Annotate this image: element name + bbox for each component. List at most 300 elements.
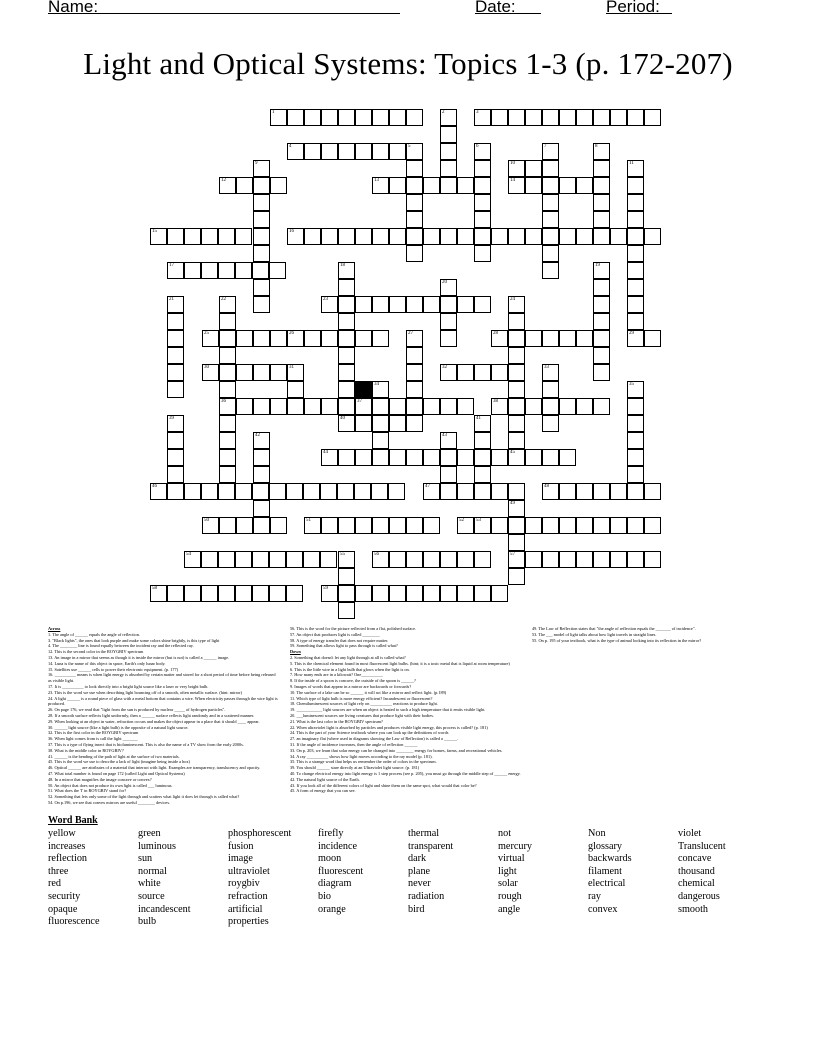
crossword-cell[interactable] [627, 296, 644, 313]
crossword-cell[interactable] [644, 551, 661, 568]
crossword-cell[interactable] [235, 228, 252, 245]
crossword-cell[interactable] [593, 262, 610, 279]
crossword-cell[interactable] [593, 313, 610, 330]
crossword-cell[interactable] [406, 296, 423, 313]
crossword-cell[interactable] [321, 585, 338, 602]
crossword-cell[interactable] [627, 551, 644, 568]
crossword-cell[interactable] [338, 143, 355, 160]
crossword-cell[interactable] [184, 585, 201, 602]
crossword-cell[interactable] [542, 160, 559, 177]
crossword-cell[interactable] [474, 364, 491, 381]
crossword-cell[interactable] [355, 296, 372, 313]
crossword-cell[interactable] [508, 364, 525, 381]
crossword-cell[interactable] [440, 143, 457, 160]
crossword-cell[interactable] [372, 177, 389, 194]
crossword-cell[interactable] [218, 228, 235, 245]
crossword-cell[interactable] [593, 364, 610, 381]
crossword-cell[interactable] [627, 449, 644, 466]
crossword-cell[interactable] [559, 177, 576, 194]
crossword-cell[interactable] [235, 262, 252, 279]
crossword-cell[interactable] [576, 551, 593, 568]
crossword-cell[interactable] [593, 143, 610, 160]
crossword-cell[interactable] [406, 364, 423, 381]
crossword-cell[interactable] [474, 211, 491, 228]
crossword-cell[interactable] [167, 585, 184, 602]
crossword-cell[interactable] [253, 211, 270, 228]
crossword-cell[interactable] [219, 313, 236, 330]
crossword-cell[interactable] [593, 347, 610, 364]
crossword-cell[interactable] [287, 381, 304, 398]
crossword-cell[interactable] [202, 517, 219, 534]
crossword-cell[interactable] [627, 313, 644, 330]
crossword-cell[interactable] [542, 381, 559, 398]
crossword-cell[interactable] [253, 432, 270, 449]
crossword-cell[interactable] [440, 364, 457, 381]
crossword-cell[interactable] [593, 483, 610, 500]
crossword-cell[interactable] [338, 279, 355, 296]
crossword-cell[interactable] [440, 432, 457, 449]
crossword-cell[interactable] [525, 109, 542, 126]
crossword-cell[interactable] [388, 483, 405, 500]
crossword-cell[interactable] [253, 177, 270, 194]
crossword-cell[interactable] [491, 483, 508, 500]
crossword-cell[interactable] [627, 279, 644, 296]
crossword-cell[interactable] [338, 109, 355, 126]
crossword-cell[interactable] [303, 551, 320, 568]
crossword-cell[interactable] [508, 347, 525, 364]
crossword-cell[interactable] [457, 364, 474, 381]
crossword-cell[interactable] [593, 296, 610, 313]
crossword-cell[interactable] [542, 398, 559, 415]
crossword-cell[interactable] [338, 398, 355, 415]
crossword-cell[interactable] [167, 381, 184, 398]
crossword-cell[interactable] [627, 432, 644, 449]
crossword-cell[interactable] [219, 177, 236, 194]
crossword-cell[interactable] [286, 585, 303, 602]
crossword-cell[interactable] [338, 517, 355, 534]
crossword-cell[interactable] [338, 381, 355, 398]
crossword-cell[interactable] [167, 262, 184, 279]
crossword-cell[interactable] [440, 228, 457, 245]
crossword-cell[interactable] [627, 415, 644, 432]
crossword-cell[interactable] [287, 398, 304, 415]
crossword-cell[interactable] [474, 415, 491, 432]
crossword-cell[interactable] [474, 245, 491, 262]
crossword-cell[interactable] [474, 432, 491, 449]
crossword-cell[interactable] [236, 177, 253, 194]
crossword-cell[interactable] [321, 449, 338, 466]
crossword-cell[interactable] [167, 483, 184, 500]
crossword-cell[interactable] [423, 585, 440, 602]
crossword-cell[interactable] [269, 483, 286, 500]
crossword-cell[interactable] [253, 228, 270, 245]
crossword-cell[interactable] [423, 551, 440, 568]
crossword-cell[interactable] [321, 296, 338, 313]
crossword-cell[interactable] [269, 551, 286, 568]
crossword-cell[interactable] [202, 330, 219, 347]
crossword-cell[interactable] [576, 330, 593, 347]
crossword-cell[interactable] [491, 109, 508, 126]
crossword-cell[interactable] [457, 177, 474, 194]
crossword-cell[interactable] [372, 296, 389, 313]
crossword-cell[interactable] [372, 398, 389, 415]
crossword-cell[interactable] [338, 262, 355, 279]
crossword-cell[interactable] [440, 551, 457, 568]
crossword-cell[interactable] [627, 245, 644, 262]
crossword-cell[interactable] [627, 517, 644, 534]
crossword-cell[interactable] [321, 398, 338, 415]
crossword-cell[interactable] [406, 449, 423, 466]
crossword-cell[interactable] [542, 483, 559, 500]
crossword-cell[interactable] [508, 160, 525, 177]
crossword-cell[interactable] [542, 194, 559, 211]
crossword-cell[interactable] [338, 585, 355, 602]
crossword-cell[interactable] [321, 143, 338, 160]
crossword-cell[interactable] [593, 551, 610, 568]
crossword-cell[interactable] [627, 466, 644, 483]
crossword-cell[interactable] [184, 262, 201, 279]
crossword-cell[interactable] [474, 160, 491, 177]
crossword-cell[interactable] [508, 415, 525, 432]
crossword-cell[interactable] [491, 585, 508, 602]
crossword-cell[interactable] [508, 330, 525, 347]
crossword-cell[interactable] [406, 415, 423, 432]
crossword-cell[interactable] [321, 228, 338, 245]
crossword-cell[interactable] [457, 228, 474, 245]
crossword-cell[interactable] [304, 398, 321, 415]
crossword-cell[interactable] [627, 330, 644, 347]
crossword-cell[interactable] [423, 449, 440, 466]
crossword-cell[interactable] [253, 398, 270, 415]
crossword-cell[interactable] [593, 160, 610, 177]
crossword-cell[interactable] [253, 245, 270, 262]
crossword-cell[interactable] [355, 585, 372, 602]
crossword-cell[interactable] [559, 330, 576, 347]
crossword-cell[interactable] [576, 483, 593, 500]
crossword-cell[interactable] [303, 483, 320, 500]
crossword-cell[interactable] [559, 449, 576, 466]
crossword-cell[interactable] [270, 109, 287, 126]
crossword-cell[interactable] [338, 449, 355, 466]
crossword-cell[interactable] [253, 279, 270, 296]
crossword-cell[interactable] [508, 313, 525, 330]
crossword-cell[interactable] [440, 330, 457, 347]
crossword-cell[interactable] [219, 364, 236, 381]
crossword-cell[interactable] [218, 483, 235, 500]
crossword-cell[interactable] [167, 313, 184, 330]
crossword-cell[interactable] [219, 415, 236, 432]
crossword-cell[interactable] [610, 483, 627, 500]
crossword-cell[interactable] [542, 211, 559, 228]
crossword-cell[interactable] [542, 415, 559, 432]
crossword-cell[interactable] [440, 126, 457, 143]
crossword-cell[interactable] [559, 228, 576, 245]
crossword-cell[interactable] [236, 398, 253, 415]
crossword-cell[interactable] [610, 551, 627, 568]
crossword-cell[interactable] [508, 398, 525, 415]
crossword-cell[interactable] [338, 228, 355, 245]
crossword-cell[interactable] [236, 364, 253, 381]
crossword-cell[interactable] [253, 449, 270, 466]
crossword-cell[interactable] [253, 296, 270, 313]
crossword-cell[interactable] [406, 381, 423, 398]
crossword-cell[interactable] [150, 483, 167, 500]
crossword-cell[interactable] [423, 177, 440, 194]
crossword-cell[interactable] [559, 551, 576, 568]
crossword-cell[interactable] [440, 313, 457, 330]
crossword-cell[interactable] [338, 568, 355, 585]
crossword-cell[interactable] [150, 228, 167, 245]
crossword-cell[interactable] [457, 517, 474, 534]
crossword-cell[interactable] [371, 483, 388, 500]
crossword-cell[interactable] [440, 296, 457, 313]
crossword-cell[interactable] [235, 551, 252, 568]
crossword-cell[interactable] [627, 211, 644, 228]
crossword-cell[interactable] [167, 415, 184, 432]
crossword-cell[interactable] [423, 483, 440, 500]
crossword-cell[interactable] [338, 551, 355, 568]
crossword-cell[interactable] [167, 228, 184, 245]
crossword-cell[interactable] [491, 398, 508, 415]
crossword-cell[interactable] [474, 551, 491, 568]
crossword-cell[interactable] [389, 177, 406, 194]
crossword-cell[interactable] [423, 296, 440, 313]
crossword-cell[interactable] [610, 517, 627, 534]
crossword-cell[interactable] [457, 551, 474, 568]
crossword-cell[interactable] [372, 330, 389, 347]
crossword-cell[interactable] [355, 449, 372, 466]
crossword-cell[interactable] [423, 517, 440, 534]
crossword-cell[interactable] [269, 585, 286, 602]
crossword-cell[interactable] [252, 262, 269, 279]
crossword-cell[interactable] [219, 296, 236, 313]
crossword-cell[interactable] [389, 109, 406, 126]
crossword-cell[interactable] [576, 228, 593, 245]
crossword-cell[interactable] [440, 449, 457, 466]
crossword-cell[interactable] [202, 364, 219, 381]
crossword-cell[interactable] [542, 330, 559, 347]
crossword-cell[interactable] [355, 517, 372, 534]
crossword-cell[interactable] [219, 398, 236, 415]
crossword-cell[interactable] [610, 109, 627, 126]
crossword-cell[interactable] [610, 228, 627, 245]
crossword-cell[interactable] [389, 228, 406, 245]
crossword-cell[interactable] [423, 398, 440, 415]
crossword-cell[interactable] [287, 330, 304, 347]
crossword-cell[interactable] [287, 109, 304, 126]
crossword-cell[interactable] [542, 449, 559, 466]
crossword-cell[interactable] [542, 245, 559, 262]
crossword-cell[interactable] [372, 585, 389, 602]
crossword-cell[interactable] [457, 585, 474, 602]
crossword-cell[interactable] [457, 296, 474, 313]
crossword-cell[interactable] [627, 228, 644, 245]
crossword-cell[interactable] [201, 228, 218, 245]
crossword-cell[interactable] [508, 228, 525, 245]
crossword-cell[interactable] [219, 347, 236, 364]
crossword-cell[interactable] [440, 177, 457, 194]
crossword-cell[interactable] [253, 330, 270, 347]
crossword-cell[interactable] [355, 228, 372, 245]
crossword-cell[interactable] [270, 177, 287, 194]
crossword-cell[interactable] [372, 432, 389, 449]
crossword-cell[interactable] [184, 483, 201, 500]
crossword-cell[interactable] [508, 500, 525, 517]
crossword-cell[interactable] [167, 364, 184, 381]
crossword-cell[interactable] [372, 415, 389, 432]
crossword-cell[interactable] [457, 398, 474, 415]
crossword-cell[interactable] [474, 194, 491, 211]
crossword-cell[interactable] [440, 398, 457, 415]
crossword-cell[interactable] [406, 585, 423, 602]
crossword-cell[interactable] [337, 483, 354, 500]
crossword-cell[interactable] [593, 279, 610, 296]
crossword-cell[interactable] [491, 228, 508, 245]
crossword-cell[interactable] [321, 109, 338, 126]
crossword-cell[interactable] [167, 466, 184, 483]
crossword-cell[interactable] [218, 585, 235, 602]
crossword-cell[interactable] [525, 177, 542, 194]
crossword-cell[interactable] [167, 449, 184, 466]
crossword-cell[interactable] [201, 551, 218, 568]
crossword-cell[interactable] [508, 109, 525, 126]
crossword-cell[interactable] [286, 483, 303, 500]
crossword-cell[interactable] [593, 177, 610, 194]
crossword-cell[interactable] [644, 517, 661, 534]
crossword-cell[interactable] [627, 194, 644, 211]
crossword-cell[interactable] [389, 296, 406, 313]
crossword-cell[interactable] [253, 160, 270, 177]
crossword-cell[interactable] [542, 551, 559, 568]
crossword-cell[interactable] [576, 109, 593, 126]
crossword-cell[interactable] [627, 398, 644, 415]
crossword-cell[interactable] [219, 432, 236, 449]
crossword-cell[interactable] [593, 517, 610, 534]
crossword-cell[interactable] [167, 296, 184, 313]
crossword-cell[interactable] [338, 415, 355, 432]
crossword-cell[interactable] [406, 330, 423, 347]
crossword-cell[interactable] [253, 517, 270, 534]
crossword-cell[interactable] [559, 109, 576, 126]
crossword-cell[interactable] [270, 364, 287, 381]
crossword-cell[interactable] [627, 160, 644, 177]
crossword-cell[interactable] [508, 432, 525, 449]
crossword-cell[interactable] [235, 585, 252, 602]
crossword-cell[interactable] [542, 143, 559, 160]
crossword-cell[interactable] [508, 517, 525, 534]
crossword-cell[interactable] [508, 483, 525, 500]
crossword-cell[interactable] [338, 364, 355, 381]
crossword-cell[interactable] [201, 585, 218, 602]
crossword-cell[interactable] [644, 483, 661, 500]
crossword-cell[interactable] [218, 262, 235, 279]
crossword-cell[interactable] [559, 517, 576, 534]
crossword-cell[interactable] [236, 330, 253, 347]
crossword-cell[interactable] [423, 228, 440, 245]
crossword-cell[interactable] [542, 262, 559, 279]
crossword-cell[interactable] [236, 517, 253, 534]
crossword-cell[interactable] [253, 194, 270, 211]
crossword-cell[interactable] [525, 160, 542, 177]
crossword-cell[interactable] [542, 364, 559, 381]
crossword-cell[interactable] [440, 160, 457, 177]
crossword-cell[interactable] [252, 585, 269, 602]
crossword-cell[interactable] [593, 330, 610, 347]
crossword-cell[interactable] [576, 177, 593, 194]
crossword-cell[interactable] [184, 228, 201, 245]
crossword-cell[interactable] [593, 109, 610, 126]
crossword-cell[interactable] [304, 517, 321, 534]
crossword-cell[interactable] [576, 398, 593, 415]
crossword-cell[interactable] [525, 330, 542, 347]
crossword-cell[interactable] [219, 381, 236, 398]
crossword-cell[interactable] [252, 551, 269, 568]
crossword-cell[interactable] [354, 483, 371, 500]
crossword-cell[interactable] [372, 381, 389, 398]
crossword-cell[interactable] [389, 415, 406, 432]
crossword-cell[interactable] [525, 551, 542, 568]
crossword-cell[interactable] [320, 483, 337, 500]
crossword-cell[interactable] [491, 364, 508, 381]
crossword-cell[interactable] [201, 483, 218, 500]
crossword-cell[interactable] [304, 228, 321, 245]
crossword-cell[interactable] [355, 143, 372, 160]
crossword-cell[interactable] [474, 228, 491, 245]
crossword-cell[interactable] [406, 347, 423, 364]
crossword-cell[interactable] [355, 398, 372, 415]
crossword-cell[interactable] [406, 109, 423, 126]
crossword-cell[interactable] [338, 602, 355, 619]
crossword-cell[interactable] [474, 585, 491, 602]
crossword-cell[interactable] [253, 500, 270, 517]
crossword-cell[interactable] [320, 551, 337, 568]
crossword-cell[interactable] [474, 177, 491, 194]
crossword-cell[interactable] [440, 585, 457, 602]
crossword-cell[interactable] [372, 228, 389, 245]
crossword-cell[interactable] [389, 449, 406, 466]
crossword-cell[interactable] [508, 381, 525, 398]
crossword-cell[interactable] [219, 330, 236, 347]
crossword-cell[interactable] [440, 279, 457, 296]
crossword-cell[interactable] [474, 449, 491, 466]
crossword-cell[interactable] [440, 109, 457, 126]
crossword-cell[interactable] [406, 211, 423, 228]
crossword-cell[interactable] [287, 143, 304, 160]
crossword-cell[interactable] [508, 551, 525, 568]
crossword-cell[interactable] [644, 228, 661, 245]
crossword-cell[interactable] [167, 330, 184, 347]
crossword-cell[interactable] [406, 551, 423, 568]
crossword-cell[interactable] [287, 228, 304, 245]
crossword-cell[interactable] [644, 109, 661, 126]
crossword-cell[interactable] [406, 517, 423, 534]
crossword-cell[interactable] [559, 483, 576, 500]
crossword-cell[interactable] [252, 483, 269, 500]
crossword-cell[interactable] [218, 551, 235, 568]
crossword-cell[interactable] [372, 551, 389, 568]
crossword-cell[interactable] [457, 483, 474, 500]
crossword-cell[interactable] [491, 330, 508, 347]
crossword-cell[interactable] [372, 517, 389, 534]
crossword-cell[interactable] [406, 194, 423, 211]
crossword-cell[interactable] [219, 517, 236, 534]
crossword-cell[interactable] [286, 551, 303, 568]
crossword-cell[interactable] [321, 330, 338, 347]
crossword-cell[interactable] [525, 398, 542, 415]
crossword-cell[interactable] [627, 109, 644, 126]
crossword-cell[interactable] [270, 398, 287, 415]
crossword-cell[interactable] [457, 449, 474, 466]
